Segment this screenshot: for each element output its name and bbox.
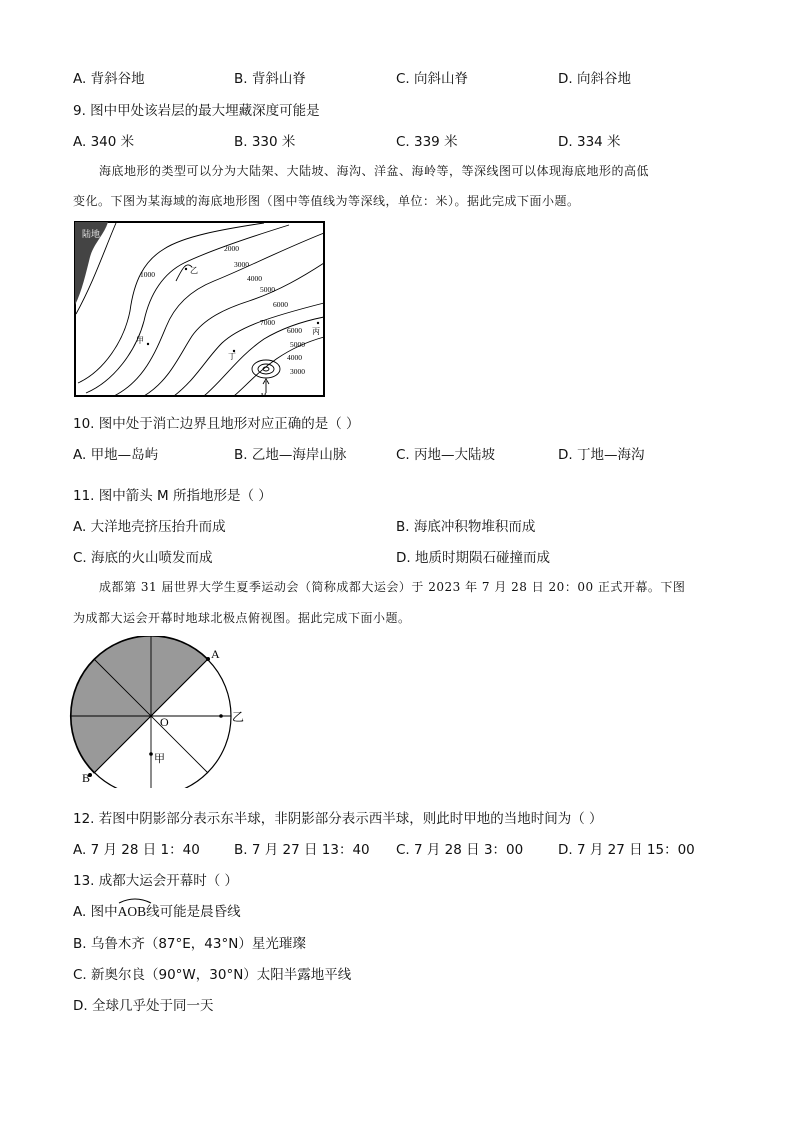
q8-option-a: A. 背斜谷地 [73, 71, 145, 87]
q13-option-b: B. 乌鲁木齐（87°E，43°N）星光璀璨 [73, 936, 306, 952]
contour-label-7000: 7000 [260, 318, 275, 327]
q9-option-a: A. 340 米 [73, 134, 135, 150]
arc-symbol [118, 897, 152, 904]
q10-option-a: A. 甲地—岛屿 [73, 447, 159, 463]
passage1-line1: 海底地形的类型可以分为大陆架、大陆坡、海沟、洋盆、海岭等，等深线图可以体现海底地形的高低 [99, 164, 650, 178]
arc-aob-label: AOB [117, 904, 147, 919]
contour-label-4000: 4000 [247, 274, 262, 283]
point-yi: 乙 [190, 266, 198, 275]
q13-stem: 13. 成都大运会开幕时（ ） [73, 873, 239, 889]
q10-option-c: C. 丙地—大陆坡 [396, 447, 496, 463]
q13-option-c: C. 新奥尔良（90°W，30°N）太阳半露地平线 [73, 967, 352, 983]
q13-option-a [73, 900, 241, 920]
contour-label-5000: 5000 [260, 285, 275, 294]
contour-label-1000: 1000 [140, 270, 155, 279]
q11-option-a: A. 大洋地壳挤压抬升而成 [73, 519, 226, 535]
point-m: M [261, 393, 267, 397]
label-o: O [160, 715, 169, 729]
passage1-line2: 变化。下图为某海域的海底地形图（图中等值线为等深线，单位：米）。据此完成下面小题。 [73, 194, 580, 208]
point-ding: 丁 [228, 352, 236, 361]
q9-stem: 9. 图中甲处该岩层的最大埋藏深度可能是 [73, 103, 320, 119]
q13-option-a-prefix: A. 图中 [73, 904, 118, 920]
q12-option-d: D. 7 月 27 日 15：00 [558, 842, 695, 858]
q9-option-b: B. 330 米 [234, 134, 296, 150]
contour-label-5000b: 5000 [290, 340, 305, 349]
q12-option-c: C. 7 月 28 日 3：00 [396, 842, 524, 858]
point-jia: 甲 [136, 336, 144, 345]
q10-stem: 10. 图中处于消亡边界且地形对应正确的是（ ） [73, 416, 360, 432]
q10-option-b: B. 乙地—海岸山脉 [234, 447, 347, 463]
q11-option-b: B. 海底冲积物堆积而成 [396, 519, 536, 535]
seafloor-contour-map [74, 221, 325, 397]
land-label: 陆地 [82, 229, 101, 239]
north-pole-view-diagram [66, 636, 256, 788]
q8-option-c: C. 向斜山脊 [396, 71, 469, 87]
q9-option-d: D. 334 米 [558, 134, 621, 150]
contour-label-6000: 6000 [273, 300, 288, 309]
contour-label-2000: 2000 [224, 244, 239, 253]
q12-option-a: A. 7 月 28 日 1：40 [73, 842, 200, 858]
contour-label-3000b: 3000 [290, 367, 305, 376]
label-b: B [82, 771, 91, 785]
contour-label-6000b: 6000 [287, 326, 302, 335]
q9-option-c: C. 339 米 [396, 134, 458, 150]
q12-stem: 12. 若图中阴影部分表示东半球，非阴影部分表示西半球，则此时甲地的当地时间为（ ） [73, 811, 603, 827]
point-bing: 丙 [312, 327, 320, 336]
q8-option-b: B. 背斜山脊 [234, 71, 306, 87]
label-yi: 乙 [232, 710, 245, 724]
q12-option-b: B. 7 月 27 日 13：40 [234, 842, 370, 858]
q11-option-d: D. 地质时期陨石碰撞而成 [396, 550, 550, 566]
q10-option-d: D. 丁地—海沟 [558, 447, 645, 463]
contour-label-3000: 3000 [234, 260, 249, 269]
label-jia: 甲 [154, 753, 165, 765]
passage2-line2: 为成都大运会开幕时地球北极点俯视图。据此完成下面小题。 [73, 611, 411, 625]
q11-stem: 11. 图中箭头 M 所指地形是（ ） [73, 488, 272, 504]
q13-option-a-suffix: 线可能是晨昏线 [146, 904, 241, 920]
label-a: A [211, 647, 220, 661]
q8-option-d: D. 向斜谷地 [558, 71, 631, 87]
passage2-line1: 成都第 31 届世界大学生夏季运动会（简称成都大运会）于 2023 年 7 月 28 日 20：00 正式开幕。下图 [99, 580, 686, 594]
q13-option-d: D. 全球几乎处于同一天 [73, 998, 214, 1014]
contour-label-4000b: 4000 [287, 353, 302, 362]
arc-aob [118, 900, 147, 920]
q11-option-c: C. 海底的火山喷发而成 [73, 550, 213, 566]
